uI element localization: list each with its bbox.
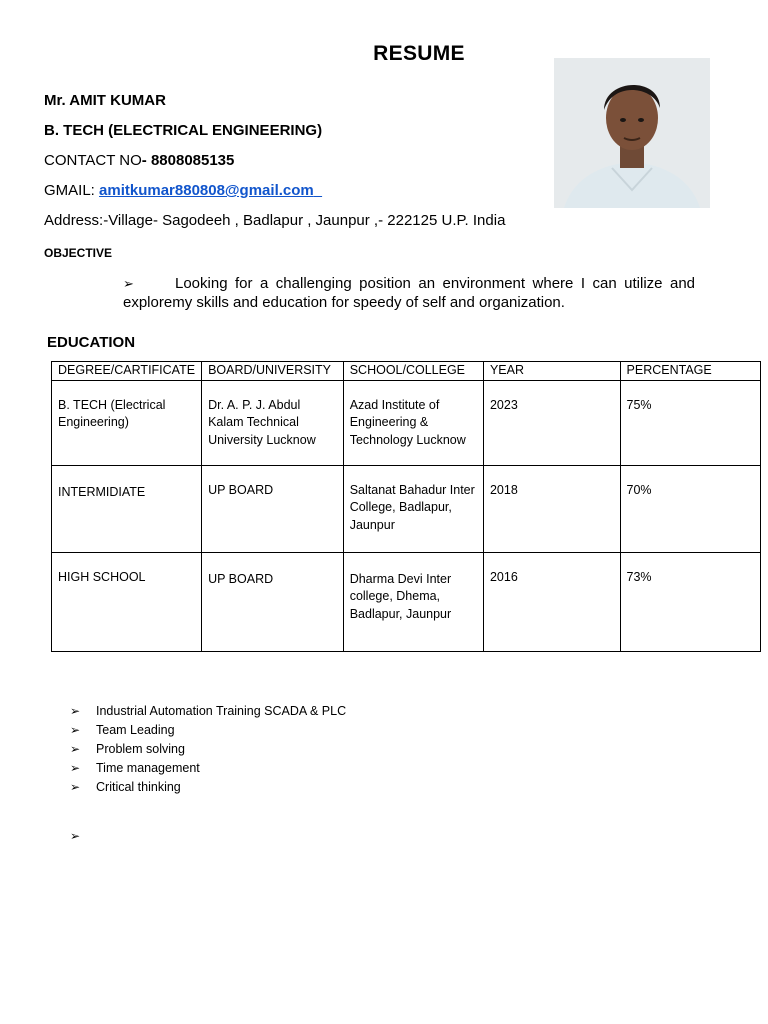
table-row: [52, 552, 761, 651]
table-cell: 2023: [483, 380, 620, 465]
address-line: Address:-Village- Sagodeeh , Badlapur , Jaunpur ,- 222125 U.P. India: [44, 212, 506, 229]
resume-title: RESUME: [373, 42, 465, 65]
table-row: [52, 465, 761, 552]
gmail-line: [44, 182, 322, 199]
skill-label: Time management: [96, 761, 200, 775]
skill-label: Critical thinking: [96, 780, 181, 794]
table-header-cell: DEGREE/CARTIFICATE: [52, 362, 202, 381]
profile-photo: [554, 58, 710, 208]
table-header-row: [52, 362, 761, 381]
table-cell: B. TECH (Electrical Engineering): [52, 380, 202, 465]
table-cell: UP BOARD: [202, 552, 344, 651]
table-header-cell: YEAR: [483, 362, 620, 381]
table-header-cell: SCHOOL/COLLEGE: [343, 362, 483, 381]
table-cell: HIGH SCHOOL: [52, 552, 202, 651]
skill-label: Industrial Automation Training SCADA & PLC: [96, 704, 347, 718]
education-table: [51, 361, 761, 652]
arrow-bullet-icon: ➢: [70, 704, 81, 718]
list-item: [70, 759, 346, 778]
contact-number: - 8808085135: [141, 152, 235, 169]
arrow-bullet-icon: ➢: [70, 780, 81, 794]
skills-list: [70, 702, 346, 797]
table-cell: UP BOARD: [202, 465, 344, 552]
table-cell: 70%: [620, 465, 760, 552]
list-item: [70, 740, 346, 759]
table-cell: 2016: [483, 552, 620, 651]
table-cell: 75%: [620, 380, 760, 465]
list-item: [70, 721, 346, 740]
objective-text: Looking for a challenging position an environment where I can utilize and exploremy skills and education for speedy of self and organization.: [123, 275, 695, 311]
arrow-bullet-icon: ➢: [70, 761, 81, 775]
arrow-bullet-icon: ➢: [70, 723, 81, 737]
contact-line: [44, 152, 234, 169]
profile-photo-illustration: [554, 58, 710, 208]
table-header-cell: PERCENTAGE: [620, 362, 760, 381]
list-item: [70, 702, 346, 721]
candidate-name: Mr. AMIT KUMAR: [44, 92, 166, 109]
candidate-degree: B. TECH (ELECTRICAL ENGINEERING): [44, 122, 323, 139]
skill-label: Problem solving: [96, 742, 185, 756]
skill-label: Team Leading: [96, 723, 175, 737]
objective-paragraph: [123, 274, 695, 312]
table-cell: Dharma Devi Inter college, Dhema, Badlapur, Jaunpur: [343, 552, 483, 651]
arrow-bullet-icon: ➢: [70, 742, 81, 756]
table-cell: Azad Institute of Engineering & Technology Lucknow: [343, 380, 483, 465]
table-cell: Dr. A. P. J. Abdul Kalam Technical University Lucknow: [202, 380, 344, 465]
objective-heading: OBJECTIVE: [44, 246, 113, 260]
table-cell: Saltanat Bahadur Inter College, Badlapur, Jaunpur: [343, 465, 483, 552]
table-header-cell: BOARD/UNIVERSITY: [202, 362, 344, 381]
education-heading: EDUCATION: [47, 334, 136, 351]
empty-bullet-icon: ➢: [70, 829, 81, 843]
arrow-bullet-icon: ➢: [123, 276, 134, 291]
table-row: [52, 380, 761, 465]
table-cell: 73%: [620, 552, 760, 651]
email-link[interactable]: amitkumar880808@gmail.com: [99, 182, 314, 199]
gmail-label: GMAIL:: [44, 182, 100, 199]
list-item: [70, 778, 346, 797]
table-cell: 2018: [483, 465, 620, 552]
table-cell: INTERMIDIATE: [52, 465, 202, 552]
contact-label: CONTACT NO: [44, 152, 142, 169]
